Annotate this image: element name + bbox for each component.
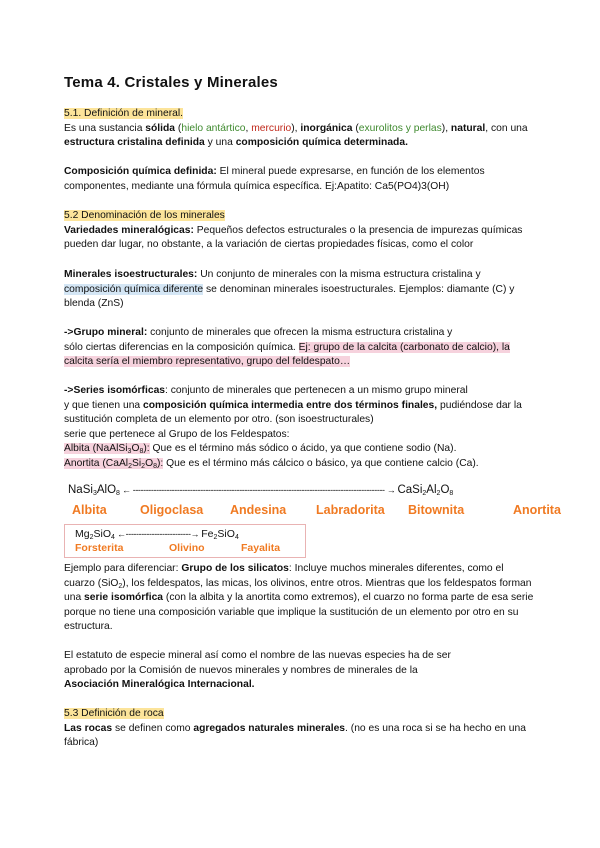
text: fábrica) <box>64 737 99 749</box>
text: Es una sustancia <box>64 122 146 134</box>
text: Ejemplo para diferenciar: <box>64 563 182 574</box>
anortita-label: Anortita $(CaAl_2Si_2O_8)$: <box>64 457 164 470</box>
albita-label: Albita $(NaAlSi_3O_8)$: <box>64 443 150 456</box>
composicion-paragraph <box>64 165 544 194</box>
bold-term: sólida <box>145 122 176 134</box>
silicatos-paragraph <box>64 562 544 635</box>
highlighted-text: composición química diferente <box>64 283 204 295</box>
example-text: mercurio <box>251 122 292 134</box>
text: Un conjunto de minerales con la misma estructura cristalina y <box>197 269 481 280</box>
bold-term: serie isomórfica <box>84 592 164 604</box>
text: El mineral puede expresarse, en función de los elementos <box>216 166 485 177</box>
bold-term: Variedades mineralógicas: <box>64 224 194 236</box>
subscript: 2 <box>118 582 123 590</box>
text: pudiéndose dar la <box>437 399 522 411</box>
section-heading: 5.1. Definición de mineral. <box>64 108 184 119</box>
text: Que es el término más sódico o ácido, ya que contiene sodio (Na). <box>149 443 457 455</box>
text: conjunto de minerales que ofrecen la misma estructura cristalina y <box>147 327 453 338</box>
text: ), <box>291 122 301 134</box>
olivine-series-box <box>64 524 306 558</box>
isoestructurales-paragraph <box>64 268 544 312</box>
text: , <box>245 122 252 134</box>
bold-term: Minerales isoestructurales: <box>64 269 198 280</box>
text: cuarzo (SiO <box>64 577 119 589</box>
text: El estatuto de especie mineral así como el nombre de las nuevas especies ha de ser <box>64 650 451 661</box>
mineral-albita: Albita <box>72 503 107 517</box>
mineral-forsterita: Forsterita <box>75 542 124 554</box>
text: ( <box>175 122 182 134</box>
text: : conjunto de minerales que pertenecen a un mismo grupo mineral <box>165 385 468 396</box>
arrow-text: -> <box>64 385 74 396</box>
text: serie que pertenece al Grupo de los Feldespatos: <box>64 428 290 440</box>
bold-term: Asociación Mineralógica Internacional. <box>64 679 255 691</box>
bold-term: composición química determinada. <box>235 137 408 149</box>
section-heading: 5.3 Definición de roca <box>64 708 164 719</box>
bold-term: Series isomórficas <box>73 385 166 396</box>
bold-term: estructura cristalina definida <box>64 137 205 149</box>
text: blenda (ZnS) <box>64 298 124 310</box>
text: Pequeños defectos estructurales o la presencia de impurezas químicas <box>193 224 523 236</box>
example-text: hielo antártico <box>181 122 246 134</box>
mineral-bitownita: Bitownita <box>408 503 465 517</box>
bold-term: composición química intermedia entre dos términos finales, <box>143 399 438 411</box>
text: : Incluye muchos minerales diferentes, como el <box>288 563 504 574</box>
text: se denominan minerales isoestructurales. Ejemplos: diamante (C) y <box>203 283 515 295</box>
olivine-formula-line: $Mg_2SiO_4$ ←-------------------------→ $Fe_2SiO_4$ <box>75 528 239 541</box>
grupo-mineral-paragraph <box>64 326 544 370</box>
section-5-3 <box>64 707 544 751</box>
example-text: exurolitos y perlas <box>358 122 442 134</box>
text: estructura. <box>64 621 113 633</box>
text: Que es el término más cálcico o básico, ya que contiene calcio (Ca). <box>163 457 479 469</box>
section-5-1 <box>64 107 544 151</box>
text: pueden dar lugar, no obstante, a la variación de ciertas propiedades físicas, como el color <box>64 239 474 251</box>
highlighted-text: Ej: grupo de la calcita (carbonato de calcio), la <box>298 341 510 353</box>
highlighted-text: calcita sería el miembro representativo, grupo del feldespato… <box>64 356 351 368</box>
mineral-fayalita: Fayalita <box>241 542 281 554</box>
mineral-labradorita: Labradorita <box>316 503 385 517</box>
feldspar-series-diagram <box>68 484 574 524</box>
series-minerals <box>68 503 574 519</box>
series-isomorficas-paragraph <box>64 384 544 472</box>
text: , con una <box>485 122 528 134</box>
bold-term: agregados naturales minerales <box>193 722 346 734</box>
arrow-text: -> <box>64 327 74 338</box>
bold-term: Las rocas <box>64 722 113 734</box>
text: ), <box>441 122 451 134</box>
text: una <box>64 592 85 604</box>
section-5-2 <box>64 209 544 253</box>
text: ( <box>352 122 359 134</box>
mineral-olivino: Olivino <box>169 542 205 554</box>
text: sustitución completa de un elemento por otro. (son isoestructurales) <box>64 414 374 426</box>
page-title: Tema 4. Cristales y Minerales <box>64 74 278 91</box>
text: aprobado por la Comisión de nuevos minerales y nombres de minerales de la <box>64 664 418 676</box>
bold-term: inorgánica <box>300 122 353 134</box>
bold-term: Composición química definida: <box>64 166 217 177</box>
mineral-andesina: Andesina <box>230 503 287 517</box>
text: (con la albita y la anortita como extremos), el cuarzo no forma parte de esa serie <box>163 592 534 604</box>
text: porque no tiene una composición variable que implique la sustitución de un elemento por otro en su <box>64 606 519 618</box>
text: componentes, mediante una fórmula química específica. Ej:Apatito: Ca5(PO4)3(OH) <box>64 180 450 192</box>
mineral-anortita: Anortita <box>513 503 561 517</box>
text: se definen como <box>112 722 194 734</box>
section-heading: 5.2 Denominación de los minerales <box>64 210 225 221</box>
bold-term: Grupo de los silicatos <box>181 563 289 574</box>
estatuto-paragraph <box>64 649 544 693</box>
bold-term: natural <box>450 122 486 134</box>
bold-term: Grupo mineral: <box>73 327 148 338</box>
text: . (no es una roca si se ha hecho en una <box>345 722 526 734</box>
mineral-oligoclasa: Oligoclasa <box>140 503 204 517</box>
text: y una <box>204 137 236 149</box>
series-formula-line: NaSi$_3$AlO$_8$ ← ------------------------------------------------------------------------------------------------- → $CaSi_2Al_2O_8$ <box>68 484 454 497</box>
text: sólo ciertas diferencias en la composición química. <box>64 341 299 353</box>
text: ), los feldespatos, las micas, los olivinos, entre otros. Mientras que los feldespatos forman <box>122 577 532 589</box>
text: y que tienen una <box>64 399 144 411</box>
